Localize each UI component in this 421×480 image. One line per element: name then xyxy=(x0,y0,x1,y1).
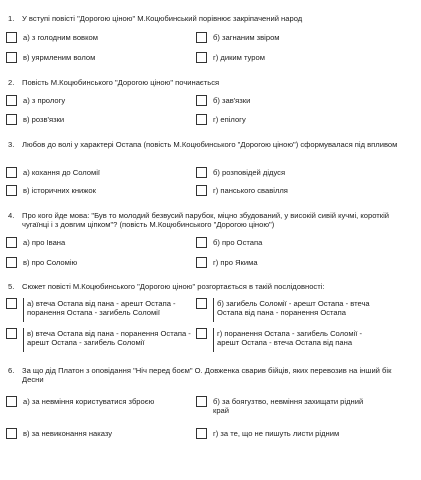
answer-checkbox[interactable] xyxy=(196,428,207,439)
question-text: Любов до волі у характері Остапа (повість М.Коцюбинського "Дорогою ціною") сформувалася під впливом xyxy=(22,140,398,149)
option-label: а) за невміння користуватися зброєю xyxy=(23,397,155,406)
question-1-options xyxy=(6,32,411,72)
question-stem xyxy=(6,211,411,230)
question-3 xyxy=(6,140,411,149)
question-6 xyxy=(6,366,411,385)
question-1 xyxy=(6,14,411,23)
option-b[interactable] xyxy=(196,298,381,322)
answer-checkbox[interactable] xyxy=(6,185,17,196)
answer-checkbox[interactable] xyxy=(196,114,207,125)
question-stem xyxy=(6,282,411,291)
answer-checkbox[interactable] xyxy=(196,167,207,178)
question-5-options xyxy=(6,298,411,358)
answer-checkbox[interactable] xyxy=(196,328,207,339)
answer-checkbox[interactable] xyxy=(196,257,207,268)
question-stem xyxy=(6,14,411,23)
option-a[interactable] xyxy=(6,396,191,407)
option-a[interactable] xyxy=(6,95,191,106)
question-4-options xyxy=(6,237,411,277)
question-number: 6. xyxy=(8,366,15,375)
answer-checkbox[interactable] xyxy=(6,298,17,309)
answer-checkbox[interactable] xyxy=(196,32,207,43)
option-label: в) за невиконання наказу xyxy=(23,429,113,438)
option-v[interactable] xyxy=(6,52,191,63)
answer-checkbox[interactable] xyxy=(6,52,17,63)
option-label: б) за боягузтво, невміння захищати рідний край xyxy=(213,397,364,416)
question-text: Про кого йде мова: "Був то молодий безвусий парубок, міцно збудований, у високій сивій кучмі, короткій чугаїнці і з довгим ціпком"? (повість М.Коцюбинського "Дорогою ціною") xyxy=(22,211,390,230)
question-2 xyxy=(6,78,411,87)
option-g[interactable] xyxy=(196,185,381,196)
option-label: б) про Остапа xyxy=(213,238,263,247)
question-2-options xyxy=(6,95,411,135)
answer-checkbox[interactable] xyxy=(6,328,17,339)
answer-checkbox[interactable] xyxy=(6,428,17,439)
option-g[interactable] xyxy=(196,114,381,125)
answer-checkbox[interactable] xyxy=(6,32,17,43)
question-text: Сюжет повісті М.Коцюбинського "Дорогою ціною" розгортається в такій послідовності: xyxy=(22,282,325,291)
option-b[interactable] xyxy=(196,32,381,43)
answer-checkbox[interactable] xyxy=(6,95,17,106)
option-a[interactable] xyxy=(6,32,191,43)
answer-checkbox[interactable] xyxy=(196,52,207,63)
option-label: в) розв'язки xyxy=(23,115,65,124)
question-number: 2. xyxy=(8,78,15,87)
question-text: За що дід Платон з оповідання "Ніч перед боєм" О. Довженка сварив бійців, яких перевозив на інший бік Десни xyxy=(22,366,392,385)
question-stem xyxy=(6,140,411,149)
question-4 xyxy=(6,211,411,230)
answer-checkbox[interactable] xyxy=(6,257,17,268)
option-label: а) втеча Остапа від пана - арешт Остапа - поранення Остапа - загибель Соломії xyxy=(27,299,176,318)
answer-checkbox[interactable] xyxy=(196,237,207,248)
option-label: а) кохання до Соломії xyxy=(23,168,101,177)
option-b[interactable] xyxy=(196,95,381,106)
question-text: У вступі повісті "Дорогою ціною" М.Коцюбинський порівнює закріпачений народ xyxy=(22,14,303,23)
option-label: б) зав'язки xyxy=(213,96,251,105)
option-label: а) з голодним вовком xyxy=(23,33,98,42)
option-label: г) панського свавілля xyxy=(213,186,288,195)
option-label: в) втеча Остапа від пана - поранення Остапа - арешт Остапа - загибель Соломії xyxy=(27,329,191,348)
question-3-options xyxy=(6,167,411,207)
answer-checkbox[interactable] xyxy=(6,237,17,248)
option-label: г) поранення Остапа - загибель Соломії - арешт Остапа - втеча Остапа від пана xyxy=(217,329,363,348)
option-label: г) диким туром xyxy=(213,53,265,62)
option-g[interactable] xyxy=(196,52,381,63)
option-g[interactable] xyxy=(196,257,381,268)
answer-checkbox[interactable] xyxy=(6,396,17,407)
answer-checkbox[interactable] xyxy=(196,185,207,196)
question-number: 1. xyxy=(8,14,15,23)
option-label: а) з прологу xyxy=(23,96,66,105)
answer-checkbox[interactable] xyxy=(196,95,207,106)
question-5 xyxy=(6,282,411,291)
option-v[interactable] xyxy=(6,428,191,439)
option-label: б) загибель Соломії - арешт Остапа - втеча Остапа від пана - поранення Остапа xyxy=(217,299,370,318)
answer-checkbox[interactable] xyxy=(196,298,207,309)
option-v[interactable] xyxy=(6,257,191,268)
answer-checkbox[interactable] xyxy=(196,396,207,407)
question-6-options xyxy=(6,396,411,456)
question-stem xyxy=(6,366,411,385)
question-number: 5. xyxy=(8,282,15,291)
option-v[interactable] xyxy=(6,185,191,196)
question-stem xyxy=(6,78,411,87)
answer-checkbox[interactable] xyxy=(6,114,17,125)
option-a[interactable] xyxy=(6,298,191,322)
option-label: б) розповідей дідуся xyxy=(213,168,286,177)
option-g[interactable] xyxy=(196,428,381,439)
option-label: в) про Соломію xyxy=(23,258,78,267)
option-label: в) історичних книжок xyxy=(23,186,96,195)
option-label: а) про Івана xyxy=(23,238,66,247)
answer-checkbox[interactable] xyxy=(6,167,17,178)
option-v[interactable] xyxy=(6,328,191,352)
option-b[interactable] xyxy=(196,237,381,248)
option-a[interactable] xyxy=(6,167,191,178)
option-label: г) епілогу xyxy=(213,115,246,124)
option-b[interactable] xyxy=(196,167,381,178)
option-g[interactable] xyxy=(196,328,381,352)
option-label: г) за те, що не пишуть листи рідним xyxy=(213,429,340,438)
option-a[interactable] xyxy=(6,237,191,248)
question-number: 4. xyxy=(8,211,15,220)
option-b[interactable] xyxy=(196,396,381,416)
option-v[interactable] xyxy=(6,114,191,125)
option-label: б) загнаним звіром xyxy=(213,33,280,42)
question-number: 3. xyxy=(8,140,15,149)
option-label: в) уярмленим волом xyxy=(23,53,96,62)
option-label: г) про Якима xyxy=(213,258,258,267)
question-text: Повість М.Коцюбинського "Дорогою ціною" починається xyxy=(22,78,220,87)
